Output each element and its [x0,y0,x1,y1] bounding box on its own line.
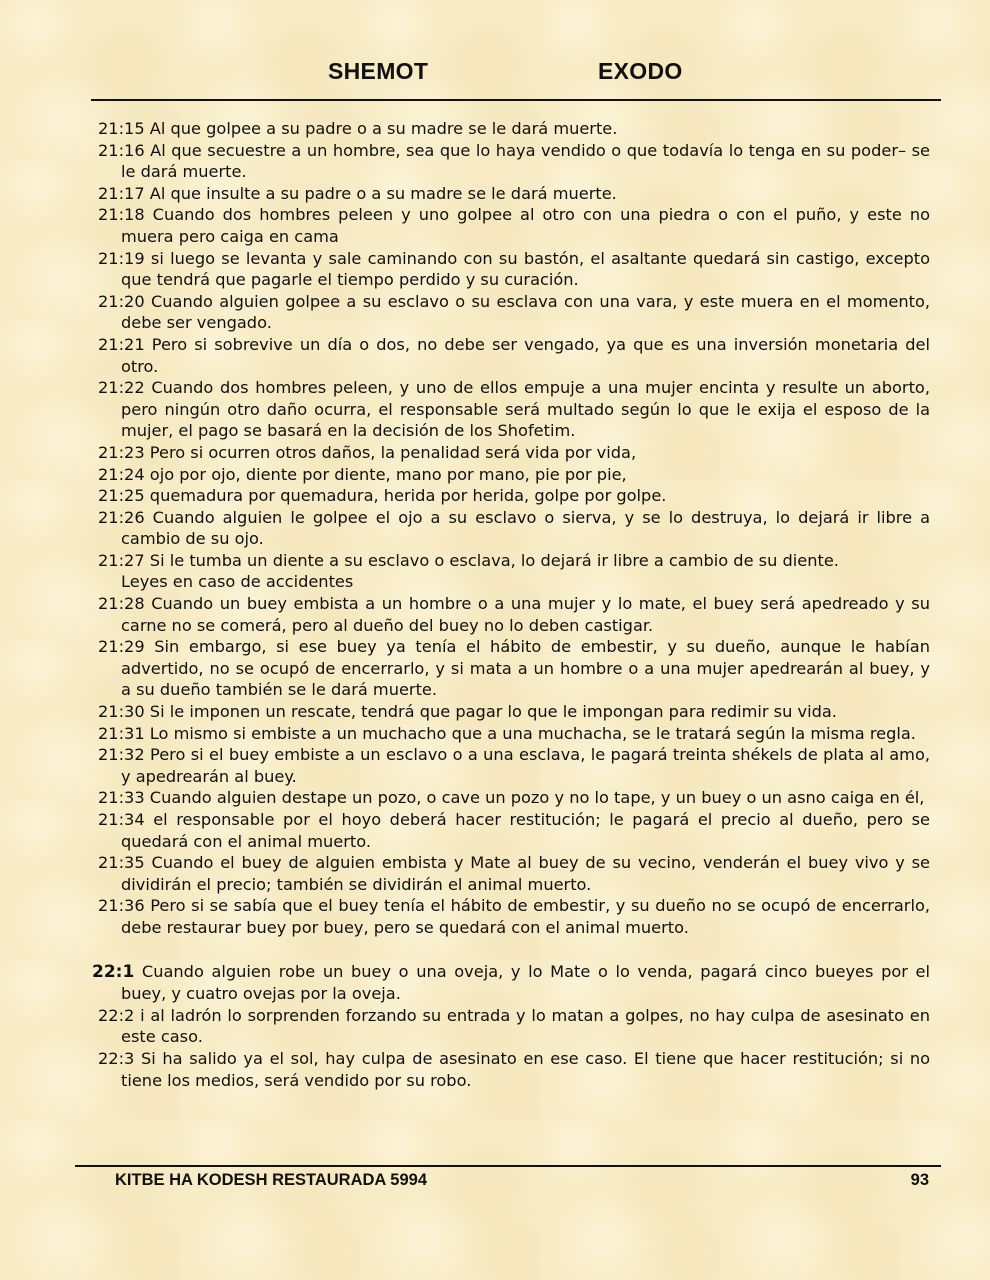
verse: 21:19 si luego se levanta y sale caminando con su bastón, el asaltante quedará sin castigo, excepto que tendrá que pagarle el tiempo perdido y su curación. [98,248,930,290]
footer-rule [75,1165,941,1167]
verse: 21:36 Pero si se sabía que el buey tenía el hábito de embestir, y su dueño no se ocupó de encerrarlo, debe restaurar buey por buey, pero se quedará con el animal muerto. [98,896,930,937]
page-header [0,58,990,92]
page-number: 93 [910,1171,929,1189]
chapter-22-first-verse [92,961,930,1005]
verse: 21:28 Cuando un buey embista a un hombre o a una mujer y lo mate, el buey será apedreado y su carne no se comerá, pero al dueño del buey no lo deben castigar. [98,594,930,635]
header-rule [91,99,941,101]
verse: 21:22 Cuando dos hombres peleen, y uno de ellos empuje a una mujer encinta y resulte un aborto, pero ningún otro daño ocurra, el responsable será multado según lo que le exija el esposo de la mujer, el pago se basará en la decisión de los Shofetim. [98,378,930,441]
verse: 21:31 Lo mismo si embiste a un muchacho que a una muchacha, se le tratará según la misma regla. [98,723,916,743]
verse: 21:32 Pero si el buey embiste a un esclavo o a una esclava, le pagará treinta shékels de plata al amo, y apedrearán al buey. [98,745,930,786]
header-book-hebrew: SHEMOT [328,58,429,84]
verse: 21:16 Al que secuestre a un hombre, sea que lo haya vendido o que todavía lo tenga en su poder– se le dará muerte. [98,140,930,182]
chapter-gap [98,939,930,961]
verse: 21:34 el responsable por el hoyo deberá hacer restitución; le pagará el precio al dueño, pero se quedará con el animal muerto. [98,810,930,851]
verse: 21:18 Cuando dos hombres peleen y uno golpee al otro con una piedra o con el puño, y este no muera pero caiga en cama [98,205,930,246]
verse: 22:2 i al ladrón lo sorprenden forzando su entrada y lo matan a golpes, no hay culpa de asesinato en este caso. [98,1005,930,1047]
footer-title: KITBE HA KODESH RESTAURADA 5994 [115,1171,428,1189]
section-title: Leyes en caso de accidentes [121,572,354,592]
verse: 21:24 ojo por ojo, diente por diente, mano por mano, pie por pie, [98,464,627,484]
verse: 21:23 Pero si ocurren otros daños, la penalidad será vida por vida, [98,442,637,462]
verse: 22:3 Si ha salido ya el sol, hay culpa de asesinato en ese caso. El tiene que hacer restitución; si no tiene los medios, será vendido por su robo. [98,1048,930,1090]
verse: 21:27 Si le tumba un diente a su esclavo o esclava, lo dejará ir libre a cambio de su diente. [98,550,839,570]
verse: 21:29 Sin embargo, si ese buey ya tenía el hábito de embestir, y su dueño, aunque le habían advertido, no se ocupó de encerrarlo, y si mata a un hombre o a una mujer apedrearán al buey, y a su dueño también se le dará muerte. [98,637,930,700]
page-body [92,118,930,1091]
verse: 21:21 Pero si sobrevive un día o dos, no debe ser vengado, ya que es una inversión monetaria del otro. [98,334,930,376]
header-book-spanish: EXODO [598,58,683,84]
verse: 21:17 Al que insulte a su padre o a su madre se le dará muerte. [98,183,617,203]
verse: 21:30 Si le imponen un rescate, tendrá que pagar lo que le impongan para redimir su vida. [98,702,837,722]
verse-text: Cuando alguien robe un buey o una oveja, y lo Mate o lo venda, pagará cinco bueyes por el buey, y cuatro ovejas por la oveja. [121,961,930,1004]
verse: 21:33 Cuando alguien destape un pozo, o cave un pozo y no lo tape, y un buey o un asno caiga en él, [98,788,925,808]
verse: 21:25 quemadura por quemadura, herida por herida, golpe por golpe. [98,486,667,506]
verse: 21:35 Cuando el buey de alguien embista y Mate al buey de su vecino, venderán el buey vivo y se dividirán el precio; también se dividirán el animal muerto. [98,853,930,894]
verse: 21:26 Cuando alguien le golpee el ojo a su esclavo o sierva, y se lo destruya, lo dejará ir libre a cambio de su ojo. [98,507,930,549]
verse: 21:20 Cuando alguien golpee a su esclavo o su esclava con una vara, y este muera en el momento, debe ser vengado. [98,291,930,333]
chapter-22-ref: 22:1 [92,961,135,982]
verse: 21:15 Al que golpee a su padre o a su madre se le dará muerte. [98,119,618,138]
